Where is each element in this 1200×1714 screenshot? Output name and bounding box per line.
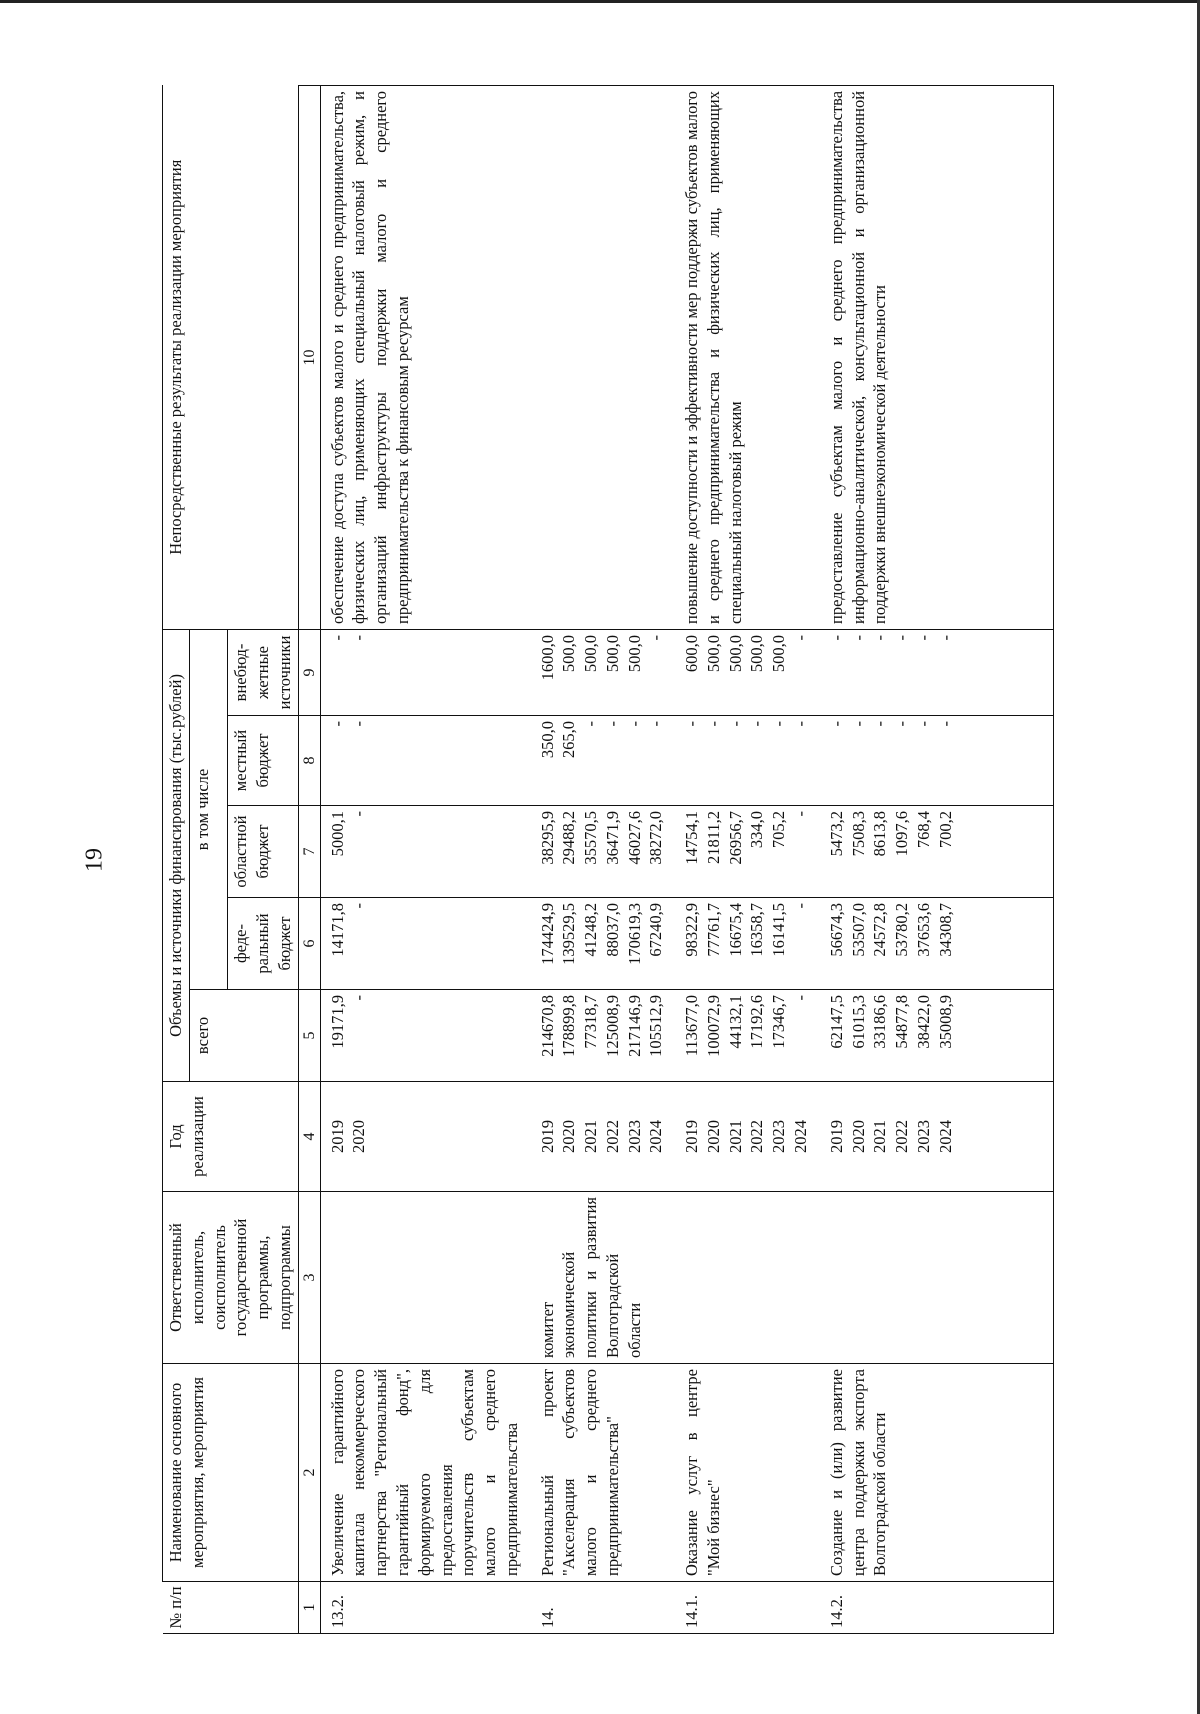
local-cell-value: 350,0	[537, 721, 557, 759]
federal-cell	[675, 898, 820, 990]
header-year: Год реализации	[163, 1082, 299, 1192]
local-cell-value: -	[913, 721, 933, 727]
rotated-document-table	[162, 86, 1042, 1634]
year-cell-value: 2019	[327, 1120, 347, 1153]
row-number: 14.	[531, 1582, 676, 1634]
extra-cell-value: -	[935, 634, 955, 641]
executor	[675, 1192, 820, 1364]
local-cell-value: -	[327, 721, 347, 727]
year-cell-value: 2023	[769, 1120, 789, 1153]
column-number: 6	[298, 898, 320, 990]
year-cell	[320, 1082, 530, 1192]
regional-cell-value: 38295,9	[537, 811, 557, 865]
table-row	[320, 85, 530, 1633]
year-cell-value: 2023	[624, 1120, 644, 1153]
year-cell-value: 2021	[725, 1120, 745, 1153]
header-local: местный бюджет	[228, 716, 298, 806]
extra-cell-value: -	[826, 634, 846, 641]
local-cell-value: -	[602, 721, 622, 727]
regional-cell-value: 5000,1	[327, 811, 347, 857]
regional-cell-value: 14754,1	[682, 811, 702, 865]
regional-cell-value: 46027,6	[624, 811, 644, 865]
total-cell-value: 19171,9	[327, 995, 347, 1049]
extra-cell-value: 500,0	[747, 634, 767, 673]
total-cell	[320, 990, 530, 1082]
header-results: Непосредственные результаты реализации мероприятия	[163, 85, 299, 629]
regional-cell-value: 705,2	[769, 811, 789, 849]
row-number: 14.1.	[675, 1582, 820, 1634]
executor	[820, 1192, 1053, 1364]
extra-cell-value: -	[646, 634, 666, 641]
result-text	[531, 85, 676, 629]
column-number: 2	[298, 1364, 320, 1582]
local-cell-value: -	[892, 721, 912, 727]
federal-cell-value: 34308,7	[935, 903, 955, 957]
federal-cell-value: 53507,0	[848, 903, 868, 957]
federal-cell-value: 16141,5	[769, 903, 789, 957]
total-cell-value: -	[349, 995, 369, 1001]
year-cell-value: 2020	[559, 1120, 579, 1153]
local-cell	[675, 716, 820, 806]
result-text: повышение доступности и эффективности мер поддержи субъектов малого и среднего предпринимательства и физических лиц, применяющих специальный налоговый режим	[675, 85, 820, 629]
regional-cell-value: 35570,5	[581, 811, 601, 865]
federal-cell-value: 14171,8	[327, 903, 347, 957]
local-cell-value: 265,0	[559, 721, 579, 759]
column-number: 9	[298, 629, 320, 715]
local-cell-value: -	[791, 721, 811, 727]
year-cell	[531, 1082, 676, 1192]
result-text: предоставление субъектам малого и среднего предпринимательства информационно-аналитической, консультационной и организационной поддержки внешнеэкономической деятельности	[820, 85, 1053, 629]
year-cell-value: 2022	[602, 1120, 622, 1153]
extra-cell-value: -	[892, 634, 912, 641]
extra-cell-value: 1600,0	[537, 634, 557, 681]
year-cell-value: 2023	[913, 1120, 933, 1153]
regional-cell	[531, 806, 676, 898]
regional-cell-value: -	[349, 811, 369, 817]
year-cell-value: 2024	[935, 1120, 955, 1153]
local-cell-value: -	[725, 721, 745, 727]
extra-cell-value: 600,0	[682, 634, 702, 673]
local-cell-value: -	[826, 721, 846, 727]
event-name: Создание и (или) развитие центра поддержки экспорта Волгоградской области	[820, 1364, 1053, 1582]
local-cell-value: -	[624, 721, 644, 727]
year-cell-value: 2024	[791, 1120, 811, 1153]
total-cell-value: 113677,0	[682, 995, 702, 1057]
total-cell	[675, 990, 820, 1082]
extra-cell-value: -	[349, 634, 369, 641]
year-cell-value: 2020	[349, 1120, 369, 1153]
header-federal: феде-ральный бюджет	[228, 898, 298, 990]
total-cell-value: 125008,9	[602, 995, 622, 1057]
column-number: 4	[298, 1082, 320, 1192]
federal-cell-value: 16675,4	[725, 903, 745, 957]
federal-cell-value: -	[349, 903, 369, 909]
row-number: 14.2.	[820, 1582, 1053, 1634]
federal-cell-value: 37653,6	[913, 903, 933, 957]
local-cell	[320, 716, 530, 806]
regional-cell-value: -	[791, 811, 811, 817]
year-cell-value: 2020	[703, 1120, 723, 1153]
local-cell-value: -	[747, 721, 767, 727]
local-cell-value: -	[703, 721, 723, 727]
federal-cell-value: 53780,2	[892, 903, 912, 957]
regional-cell-value: 38272,0	[646, 811, 666, 865]
header-total: всего	[189, 990, 298, 1082]
column-number-row	[298, 85, 320, 1633]
extra-cell-value: 500,0	[725, 634, 745, 673]
regional-cell-value: 26956,7	[725, 811, 745, 865]
column-number: 7	[298, 806, 320, 898]
regional-cell-value: 334,0	[747, 811, 767, 849]
extra-cell-value: 500,0	[703, 634, 723, 673]
table-body	[320, 85, 1053, 1633]
federal-cell-value: 139529,5	[559, 903, 579, 965]
regional-cell-value: 8613,8	[870, 811, 890, 857]
federal-cell	[820, 898, 1053, 990]
extra-cell-value: -	[913, 634, 933, 641]
regional-cell	[320, 806, 530, 898]
year-cell-value: 2024	[646, 1120, 666, 1153]
result-text: обеспечение доступа субъектов малого и среднего предпринимательства, физических лиц, применяющих специальный налоговый режим, и организаций инфраструктуры поддержки малого и среднего предпринимательства к финансовым ресурсам	[320, 85, 530, 629]
extra-cell-value: -	[848, 634, 868, 641]
federal-cell-value: 41248,2	[581, 903, 601, 957]
total-cell-value: 33186,6	[870, 995, 890, 1049]
total-cell-value: 100072,9	[703, 995, 723, 1057]
event-name: Увеличение гарантийного капитала некоммерческого партнерства "Региональный гарантийный фонд", формируемого для предоставления поручительств субъектам малого и среднего предпринимательства	[320, 1364, 530, 1582]
column-number: 10	[298, 85, 320, 629]
local-cell-value: -	[682, 721, 702, 727]
total-cell-value: 17346,7	[769, 995, 789, 1049]
total-cell-value: 35008,9	[935, 995, 955, 1049]
total-cell-value: 214670,8	[537, 995, 557, 1057]
total-cell-value: 61015,3	[848, 995, 868, 1049]
total-cell-value: 77318,7	[581, 995, 601, 1049]
header-number: № п/п	[163, 1582, 299, 1634]
total-cell-value: 44132,1	[725, 995, 745, 1049]
column-number: 8	[298, 716, 320, 806]
local-cell-value: -	[870, 721, 890, 727]
extra-cell	[675, 629, 820, 715]
local-cell-value: -	[646, 721, 666, 727]
year-cell-value: 2019	[826, 1120, 846, 1153]
total-cell-value: 217146,9	[624, 995, 644, 1057]
header-executor: Ответственный исполнитель, соисполнитель государственной программы, подпрограммы	[163, 1192, 299, 1364]
scan-top-edge	[0, 0, 1200, 3]
header-extrabudget: внебюд-жетные источники	[228, 629, 298, 715]
year-cell-value: 2019	[682, 1120, 702, 1153]
executor	[320, 1192, 530, 1364]
federal-cell-value: 77761,7	[703, 903, 723, 957]
total-cell-value: 62147,5	[826, 995, 846, 1049]
federal-cell-value: 88037,0	[602, 903, 622, 957]
extra-cell-value: 500,0	[624, 634, 644, 673]
local-cell-value: -	[935, 721, 955, 727]
local-cell-value: -	[848, 721, 868, 727]
extra-cell	[320, 629, 530, 715]
funding-table	[162, 85, 1054, 1634]
header-in-that-number: в том числе	[189, 629, 228, 989]
year-cell-value: 2022	[747, 1120, 767, 1153]
federal-cell	[531, 898, 676, 990]
header-regional: областной бюджет	[228, 806, 298, 898]
local-cell	[820, 716, 1053, 806]
federal-cell-value: 98322,9	[682, 903, 702, 957]
regional-cell-value: 21811,2	[703, 811, 723, 865]
regional-cell	[675, 806, 820, 898]
column-number: 5	[298, 990, 320, 1082]
total-cell-value: 54877,8	[892, 995, 912, 1049]
regional-cell-value: 768,4	[913, 811, 933, 849]
total-cell-value: 38422,0	[913, 995, 933, 1049]
header-event-name: Наименование основного мероприятия, мероприятия	[163, 1364, 299, 1582]
extra-cell-value: 500,0	[769, 634, 789, 673]
column-number: 1	[298, 1582, 320, 1634]
regional-cell-value: 29488,2	[559, 811, 579, 865]
federal-cell	[320, 898, 530, 990]
column-number: 3	[298, 1192, 320, 1364]
total-cell-value: 178899,8	[559, 995, 579, 1057]
header-funding-group: Объемы и источники финансирования (тыс.рублей)	[163, 629, 190, 1081]
total-cell-value: -	[791, 995, 811, 1001]
regional-cell	[820, 806, 1053, 898]
table-row	[531, 85, 676, 1633]
local-cell-value: -	[581, 721, 601, 727]
extra-cell-value: 500,0	[581, 634, 601, 673]
extra-cell-value: -	[870, 634, 890, 641]
total-cell-value: 105512,9	[646, 995, 666, 1057]
year-cell-value: 2019	[537, 1120, 557, 1153]
event-name: Оказание услуг в центре "Мой бизнес"	[675, 1364, 820, 1582]
total-cell	[531, 990, 676, 1082]
extra-cell	[820, 629, 1053, 715]
federal-cell-value: 67240,9	[646, 903, 666, 957]
year-cell-value: 2020	[848, 1120, 868, 1153]
year-cell-value: 2021	[581, 1120, 601, 1153]
row-number: 13.2.	[320, 1582, 530, 1634]
page-number: 19	[81, 848, 108, 872]
regional-cell-value: 7508,3	[848, 811, 868, 857]
local-cell-value: -	[769, 721, 789, 727]
extra-cell	[531, 629, 676, 715]
federal-cell-value: 56674,3	[826, 903, 846, 957]
federal-cell-value: 170619,3	[624, 903, 644, 965]
regional-cell-value: 700,2	[935, 811, 955, 849]
local-cell	[531, 716, 676, 806]
executor: комитет экономической политики и развития Волгоградской области	[531, 1192, 676, 1364]
year-cell	[675, 1082, 820, 1192]
extra-cell-value: -	[791, 634, 811, 641]
local-cell-value: -	[349, 721, 369, 727]
regional-cell-value: 36471,9	[602, 811, 622, 865]
event-name: Региональный проект "Акселерация субъектов малого и среднего предпринимательства"	[531, 1364, 676, 1582]
year-cell-value: 2021	[870, 1120, 890, 1153]
extra-cell-value: -	[327, 634, 347, 641]
total-cell	[820, 990, 1053, 1082]
federal-cell-value: 24572,8	[870, 903, 890, 957]
federal-cell-value: -	[791, 903, 811, 909]
extra-cell-value: 500,0	[559, 634, 579, 673]
table-row	[675, 85, 820, 1633]
regional-cell-value: 1097,6	[892, 811, 912, 857]
extra-cell-value: 500,0	[602, 634, 622, 673]
federal-cell-value: 174424,9	[537, 903, 557, 965]
year-cell-value: 2022	[892, 1120, 912, 1153]
total-cell-value: 17192,6	[747, 995, 767, 1049]
year-cell	[820, 1082, 1053, 1192]
regional-cell-value: 5473,2	[826, 811, 846, 857]
table-row	[820, 85, 1053, 1633]
federal-cell-value: 16358,7	[747, 903, 767, 957]
